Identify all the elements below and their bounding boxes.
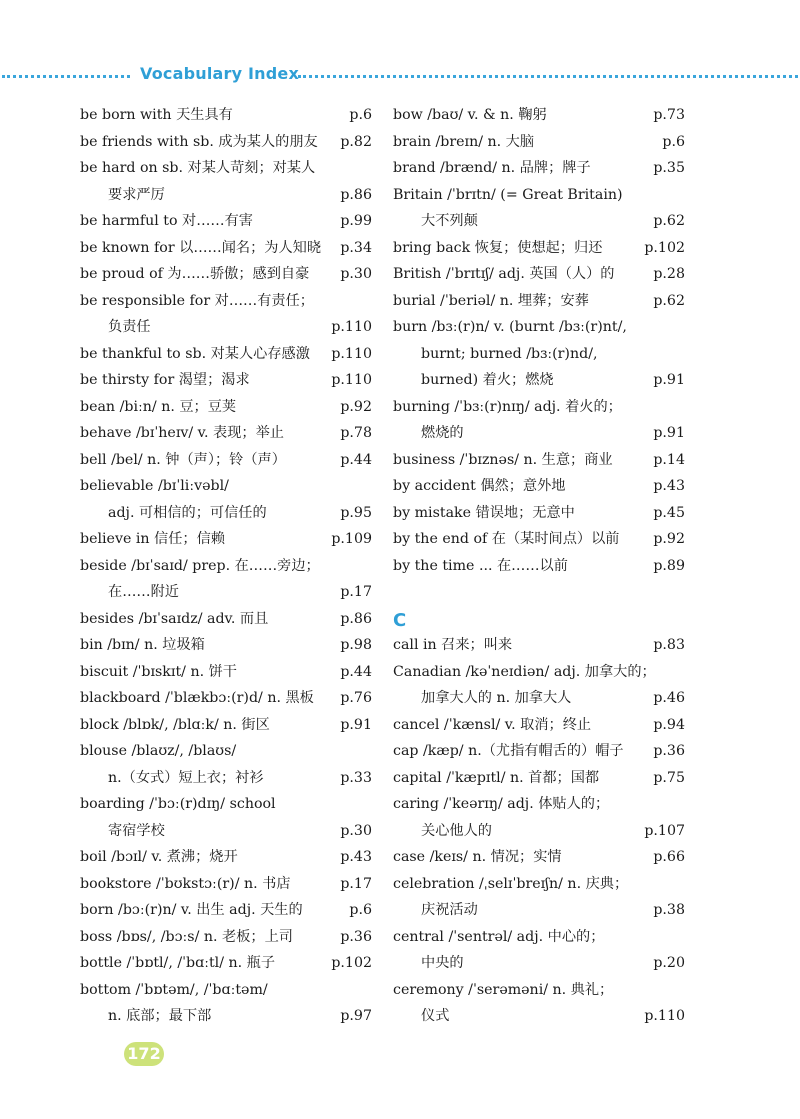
entry-text: bottle /ˈbɒtl/, /ˈbɑːtl/ n. 瓶子: [80, 955, 276, 971]
entry-text: cancel /ˈkænsl/ v. 取消；终止: [393, 716, 592, 733]
entry-page-ref: p.109: [331, 531, 372, 547]
entry-text: British /ˈbrɪtɪʃ/ adj. 英国（人）的: [393, 266, 615, 282]
index-entry: [80, 897, 372, 924]
entry-page-ref: p.78: [340, 425, 372, 441]
entry-text: believable /bɪˈliːvəbl/: [80, 478, 229, 494]
index-entry-continuation: [80, 579, 372, 606]
entry-text: be thankful to sb. 对某人心存感激: [80, 345, 310, 362]
entry-text: 寄宿学校: [108, 822, 165, 839]
index-entry-continuation: [393, 818, 685, 845]
entry-page-ref: p.95: [340, 504, 372, 521]
entry-text: burning /ˈbɜː(r)nɪŋ/ adj. 着火的；: [393, 398, 622, 415]
entry-page-ref: p.91: [340, 716, 372, 733]
entry-page-ref: p.82: [340, 133, 372, 150]
index-entry-continuation: [80, 500, 372, 527]
entry-text: ceremony /ˈserəməni/ n. 典礼；: [393, 981, 614, 998]
entry-page-ref: p.14: [653, 451, 685, 468]
entry-page-ref: p.76: [340, 690, 372, 706]
index-entry: [393, 235, 685, 262]
index-entry: [80, 341, 372, 368]
entry-text: burn /bɜː(r)n/ v. (burnt /bɜː(r)nt/,: [393, 319, 627, 335]
index-entry-continuation: [80, 818, 372, 845]
header-title: Vocabulary Index: [140, 64, 299, 83]
index-column-right: [393, 102, 685, 1030]
index-entry: [80, 155, 372, 182]
entry-text: 关心他人的: [421, 822, 492, 839]
entry-page-ref: p.33: [340, 769, 372, 786]
entry-page-ref: p.92: [340, 398, 372, 415]
index-entry: [80, 712, 372, 739]
entry-text: biscuit /ˈbɪskɪt/ n. 饼干: [80, 663, 237, 680]
entry-page-ref: p.110: [644, 1008, 685, 1024]
entry-text: burnt; burned /bɜː(r)nd/,: [421, 345, 598, 362]
entry-page-ref: p.110: [331, 345, 372, 362]
index-entry: [80, 129, 372, 156]
entry-text: capital /ˈkæpɪtl/ n. 首都；国都: [393, 769, 600, 786]
index-entry-continuation: [393, 950, 685, 977]
entry-page-ref: p.6: [662, 133, 685, 150]
index-entry: [393, 844, 685, 871]
index-entry-continuation: [80, 314, 372, 341]
index-entry: [80, 208, 372, 235]
index-entry: [393, 447, 685, 474]
index-entry: [393, 526, 685, 553]
entry-page-ref: p.62: [653, 213, 685, 229]
entry-page-ref: p.43: [653, 478, 685, 494]
index-entry-continuation: [393, 685, 685, 712]
entry-text: bell /bel/ n. 钟（声）；铃（声）: [80, 451, 286, 468]
index-entry: [393, 182, 685, 209]
entry-text: believe in 信任；信赖: [80, 531, 225, 547]
index-entry: [80, 526, 372, 553]
entry-text: be harmful to 对……有害: [80, 213, 253, 229]
entry-text: 庆祝活动: [421, 902, 478, 918]
index-entry: [80, 659, 372, 686]
entry-page-ref: p.89: [653, 557, 685, 574]
index-entry: [80, 950, 372, 977]
index-entry: [393, 738, 685, 765]
entry-page-ref: p.44: [340, 663, 372, 680]
entry-page-ref: p.6: [349, 902, 372, 918]
index-entry-continuation: [393, 367, 685, 394]
index-entry: [80, 632, 372, 659]
entry-page-ref: p.97: [340, 1008, 372, 1024]
header-dotted-rule-right: [298, 75, 798, 78]
entry-text: Britain /ˈbrɪtn/ (= Great Britain): [393, 186, 623, 203]
entry-text: brain /breɪn/ n. 大脑: [393, 133, 535, 150]
entry-text: boss /bɒs/, /bɔːs/ n. 老板；上司: [80, 928, 293, 945]
entry-text: boil /bɔɪl/ v. 煮沸；烧开: [80, 849, 238, 865]
entry-page-ref: p.99: [340, 213, 372, 229]
entry-page-ref: p.46: [653, 690, 685, 706]
entry-text: 仪式: [421, 1008, 450, 1024]
index-entry-continuation: [80, 1003, 372, 1030]
entry-text: be thirsty for 渴望；渴求: [80, 372, 250, 388]
entry-page-ref: p.86: [340, 610, 372, 627]
entry-text: by the time ... 在……以前: [393, 557, 568, 574]
entry-text: case /keɪs/ n. 情况；实情: [393, 849, 562, 865]
entry-text: born /bɔː(r)n/ v. 出生 adj. 天生的: [80, 902, 303, 918]
index-entry: [80, 473, 372, 500]
index-entry: [393, 977, 685, 1004]
spacer: [393, 579, 685, 606]
entry-text: bow /baʊ/ v. & n. 鞠躬: [393, 107, 547, 123]
entry-text: boarding /ˈbɔː(r)dɪŋ/ school: [80, 796, 276, 812]
entry-page-ref: p.75: [653, 769, 685, 786]
entry-text: 燃烧的: [421, 425, 464, 441]
page-number-badge: 172: [124, 1042, 164, 1066]
index-entry: [393, 659, 685, 686]
entry-text: besides /bɪˈsaɪdz/ adv. 而且: [80, 610, 269, 627]
entry-text: be born with 天生具有: [80, 107, 233, 123]
entry-text: business /ˈbɪznəs/ n. 生意；商业: [393, 451, 613, 468]
entry-text: call in 召来；叫来: [393, 637, 513, 653]
page-header: [0, 64, 800, 88]
index-entry: [80, 791, 372, 818]
index-entry: [393, 500, 685, 527]
entry-page-ref: p.30: [340, 822, 372, 839]
index-entry: [80, 394, 372, 421]
entry-text: bottom /ˈbɒtəm/, /ˈbɑːtəm/: [80, 981, 268, 998]
entry-text: 负责任: [108, 319, 151, 335]
entry-page-ref: p.17: [340, 875, 372, 892]
entry-text: 大不列颠: [421, 213, 478, 229]
index-entry: [80, 261, 372, 288]
index-entry: [393, 314, 685, 341]
entry-text: 在……附近: [108, 584, 179, 600]
entry-page-ref: p.17: [340, 584, 372, 600]
index-entry: [80, 553, 372, 580]
entry-text: n. 底部；最下部: [108, 1008, 212, 1024]
entry-page-ref: p.91: [653, 425, 685, 441]
entry-text: bean /biːn/ n. 豆；豆荚: [80, 398, 237, 415]
entry-text: adj. 可相信的；可信任的: [108, 504, 267, 521]
index-entry: [80, 367, 372, 394]
index-entry: [80, 977, 372, 1004]
entry-text: 加拿大人的 n. 加拿大人: [421, 690, 572, 706]
entry-text: brand /brænd/ n. 品牌；牌子: [393, 160, 591, 176]
entry-page-ref: p.28: [653, 266, 685, 282]
entry-text: beside /bɪˈsaɪd/ prep. 在……旁边；: [80, 557, 320, 574]
entry-page-ref: p.110: [331, 372, 372, 388]
entry-text: bin /bɪn/ n. 垃圾箱: [80, 637, 205, 653]
entry-page-ref: p.45: [653, 504, 685, 521]
entry-page-ref: p.86: [340, 186, 372, 203]
entry-page-ref: p.35: [653, 160, 685, 176]
index-entry: [393, 129, 685, 156]
index-entry-continuation: [393, 420, 685, 447]
entry-text: bring back 恢复；使想起；归还: [393, 239, 603, 256]
index-entry: [80, 738, 372, 765]
index-entry-continuation: [80, 182, 372, 209]
index-entry-continuation: [393, 208, 685, 235]
index-entry: [393, 632, 685, 659]
entry-text: cap /kæp/ n.（尤指有帽舌的）帽子: [393, 743, 624, 759]
index-entry-continuation: [80, 765, 372, 792]
entry-page-ref: p.44: [340, 451, 372, 468]
entry-page-ref: p.36: [653, 743, 685, 759]
entry-page-ref: p.73: [653, 107, 685, 123]
index-entry: [393, 394, 685, 421]
index-entry: [80, 420, 372, 447]
index-entry-continuation: [393, 1003, 685, 1030]
entry-text: be hard on sb. 对某人苛刻；对某人: [80, 160, 316, 176]
entry-page-ref: p.36: [340, 928, 372, 945]
index-entry: [393, 765, 685, 792]
entry-text: burial /ˈberiəl/ n. 埋葬；安葬: [393, 292, 589, 309]
index-column-left: [80, 102, 372, 1030]
entry-text: Canadian /kəˈneɪdiən/ adj. 加拿大的；: [393, 663, 656, 680]
entry-page-ref: p.66: [653, 849, 685, 865]
index-entry: [393, 712, 685, 739]
index-entry: [393, 261, 685, 288]
entry-page-ref: p.98: [340, 637, 372, 653]
entry-text: 要求严厉: [108, 186, 165, 203]
entry-text: by the end of 在（某时间点）以前: [393, 531, 620, 547]
index-entry: [80, 102, 372, 129]
entry-page-ref: p.6: [349, 107, 372, 123]
section-letter: C: [393, 609, 407, 631]
index-entry: [393, 102, 685, 129]
index-entry: [393, 155, 685, 182]
entry-text: be proud of 为……骄傲；感到自豪: [80, 266, 310, 282]
entry-page-ref: p.38: [653, 902, 685, 918]
entry-text: block /blɒk/, /blɑːk/ n. 街区: [80, 716, 270, 733]
entry-text: be responsible for 对……有责任；: [80, 292, 314, 309]
entry-text: blackboard /ˈblækbɔː(r)d/ n. 黑板: [80, 690, 314, 706]
entry-text: by accident 偶然；意外地: [393, 478, 566, 494]
entry-page-ref: p.94: [653, 716, 685, 733]
entry-page-ref: p.30: [340, 266, 372, 282]
index-entry: [80, 685, 372, 712]
index-entry: [80, 924, 372, 951]
entry-text: burned) 着火；燃烧: [421, 372, 554, 388]
entry-page-ref: p.110: [331, 319, 372, 335]
entry-text: celebration /ˌselɪˈbreɪʃn/ n. 庆典；: [393, 875, 629, 892]
index-entry: [80, 844, 372, 871]
entry-text: be known for 以……闻名；为人知晓: [80, 239, 322, 256]
entry-page-ref: p.102: [331, 955, 372, 971]
index-entry: [393, 473, 685, 500]
entry-page-ref: p.107: [644, 822, 685, 839]
index-entry-continuation: [393, 341, 685, 368]
entry-text: be friends with sb. 成为某人的朋友: [80, 133, 318, 150]
entry-page-ref: p.34: [340, 239, 372, 256]
index-entry-continuation: [393, 897, 685, 924]
entry-text: by mistake 错误地；无意中: [393, 504, 575, 521]
index-entry: [393, 288, 685, 315]
entry-text: behave /bɪˈheɪv/ v. 表现；举止: [80, 425, 284, 441]
entry-page-ref: p.43: [340, 849, 372, 865]
entry-text: bookstore /ˈbʊkstɔː(r)/ n. 书店: [80, 875, 291, 892]
entry-text: caring /ˈkeərɪŋ/ adj. 体贴人的；: [393, 796, 610, 812]
index-entry: [80, 447, 372, 474]
index-entry: [80, 871, 372, 898]
entry-page-ref: p.102: [644, 239, 685, 256]
index-entry: [393, 791, 685, 818]
entry-text: blouse /blaʊz/, /blaʊs/: [80, 743, 237, 759]
entry-text: 中央的: [421, 955, 464, 971]
index-entry: [393, 924, 685, 951]
entry-page-ref: p.92: [653, 531, 685, 547]
index-entry: [80, 288, 372, 315]
entry-text: central /ˈsentrəl/ adj. 中心的；: [393, 928, 605, 945]
header-dotted-rule-left: [2, 75, 130, 78]
index-entry: [393, 871, 685, 898]
index-entry: [80, 235, 372, 262]
index-entry: [393, 553, 685, 580]
entry-page-ref: p.91: [653, 372, 685, 388]
entry-text: n.（女式）短上衣；衬衫: [108, 769, 264, 786]
entry-page-ref: p.62: [653, 292, 685, 309]
index-entry: [80, 606, 372, 633]
entry-page-ref: p.20: [653, 955, 685, 971]
entry-page-ref: p.83: [653, 637, 685, 653]
